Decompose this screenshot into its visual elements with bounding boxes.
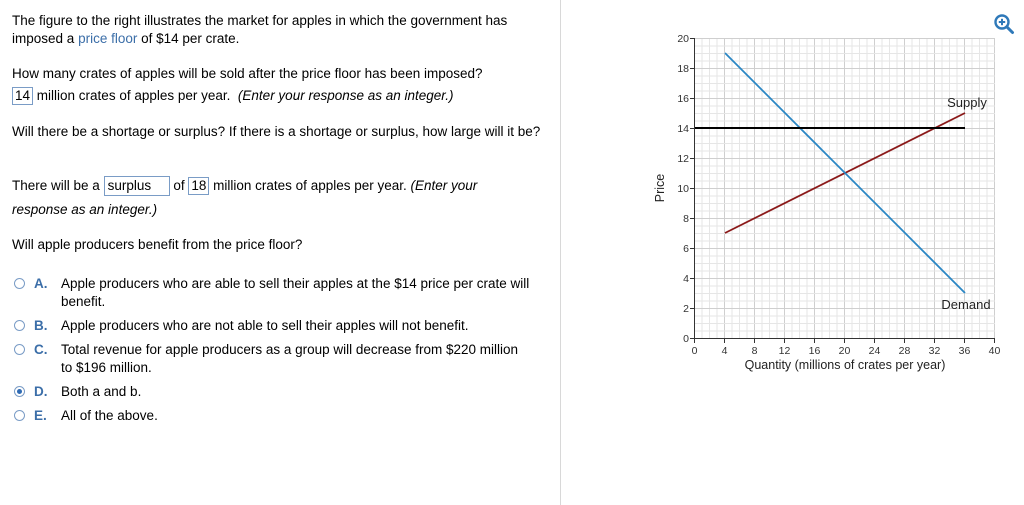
option-letter: E.	[34, 408, 47, 423]
question-1-suffix: million crates of apples per year.	[36, 88, 231, 103]
question-2-answer	[12, 176, 547, 219]
intro-text: The figure to the right illustrates the market for apples in which the government has imposed a	[12, 13, 508, 46]
radio-button[interactable]	[14, 344, 25, 355]
radio-button[interactable]	[14, 320, 25, 331]
surplus-amount-answer-box[interactable]: 18	[188, 177, 209, 195]
y-tick-label: 10	[677, 183, 689, 195]
option-letter: C.	[34, 342, 48, 357]
radio-button-selected[interactable]	[14, 386, 25, 397]
demand-label: Demand	[941, 297, 991, 312]
x-tick-label: 4	[721, 345, 728, 357]
question-2-text: Will there be a shortage or surplus? If there is a shortage or surplus, how large will it be?	[12, 124, 541, 139]
option-text: Apple producers who are able to sell their apples at the $14 price per crate will benefit.	[61, 276, 530, 309]
x-tick-label: 36	[958, 345, 971, 357]
question-2-hint-part1: (Enter your	[410, 178, 478, 193]
question-3-text: Will apple producers benefit from the price floor?	[12, 237, 303, 252]
supply-demand-graph	[640, 25, 1001, 380]
price-floor-link[interactable]: price floor	[78, 31, 138, 46]
option-letter: B.	[34, 318, 48, 333]
question-2-hint-part2: response as an integer.)	[12, 202, 158, 217]
y-tick-label: 8	[683, 213, 689, 225]
option-text: Apple producers who are not able to sell their apples will not benefit.	[61, 318, 469, 333]
x-tick-label: 0	[691, 345, 698, 357]
intro-suffix: of $14 per crate.	[141, 31, 240, 46]
question-1-hint: (Enter your response as an integer.)	[237, 88, 454, 103]
y-tick-label: 20	[677, 33, 689, 45]
y-tick-label: 0	[683, 333, 689, 345]
x-tick-label: 12	[778, 345, 791, 357]
option-text: Both a and b.	[61, 384, 142, 399]
x-tick-label: 8	[751, 345, 758, 357]
x-tick-label: 24	[868, 345, 881, 357]
option-letter: A.	[34, 276, 48, 291]
option-text: Total revenue for apple producers as a group will decrease from $220 million to $196 million.	[61, 342, 518, 375]
question-2	[12, 123, 547, 141]
x-tick-label: 20	[838, 345, 851, 357]
x-tick-label: 40	[988, 345, 1001, 357]
x-tick-label: 32	[928, 345, 941, 357]
option-text: All of the above.	[61, 408, 158, 423]
y-tick-label: 14	[677, 123, 689, 135]
x-tick-label: 16	[808, 345, 821, 357]
zoom-in-icon[interactable]	[993, 13, 1015, 35]
question-2-prefix: There will be a	[12, 178, 100, 193]
shortage-surplus-dropdown[interactable]: surplus	[104, 176, 170, 196]
question-1	[12, 65, 547, 105]
y-tick-label: 2	[683, 303, 689, 315]
question-3	[12, 236, 547, 254]
y-axis-label: Price	[653, 173, 667, 203]
y-tick-label: 18	[677, 63, 689, 75]
y-tick-label: 6	[683, 243, 689, 255]
supply-label: Supply	[947, 95, 987, 110]
panel-divider	[560, 0, 561, 505]
option-letter: D.	[34, 384, 48, 399]
question-1-text: How many crates of apples will be sold after the price floor has been imposed?	[12, 66, 483, 81]
y-tick-label: 16	[677, 93, 689, 105]
intro-paragraph	[12, 12, 547, 48]
y-tick-label: 12	[677, 153, 689, 165]
question-2-of: of	[173, 178, 185, 193]
x-axis-label: Quantity (millions of crates per year)	[744, 358, 946, 372]
question-2-suffix: million crates of apples per year.	[213, 178, 407, 193]
x-tick-label: 28	[898, 345, 911, 357]
quantity-sold-answer-box[interactable]: 14	[12, 87, 33, 105]
y-tick-label: 4	[683, 273, 689, 285]
radio-button[interactable]	[14, 410, 25, 421]
radio-button[interactable]	[14, 278, 25, 289]
